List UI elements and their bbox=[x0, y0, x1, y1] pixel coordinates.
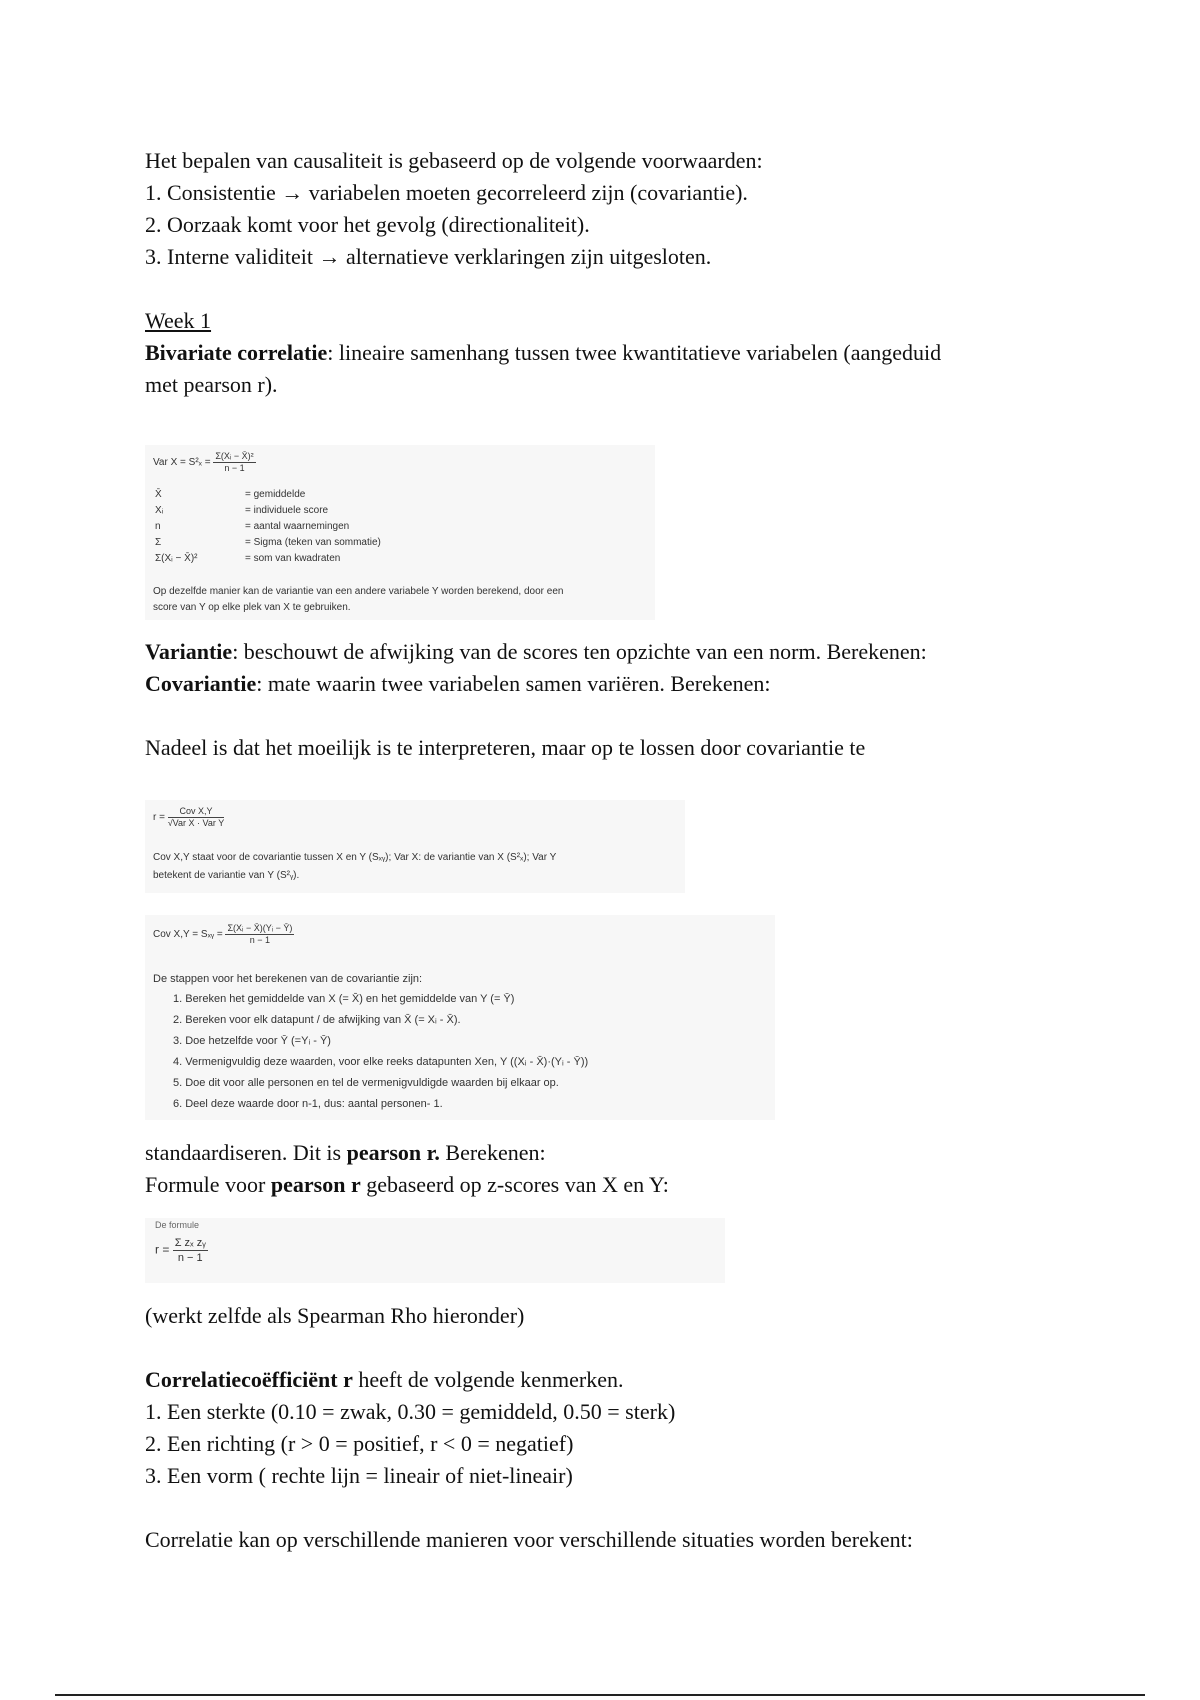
week-section bbox=[145, 305, 1045, 401]
coefficient-item-3: 3. Een vorm ( rechte lijn = lineair of niet-lineair) bbox=[145, 1463, 573, 1488]
cov-numerator: Σ(Xᵢ − X̄)(Yᵢ − Ȳ) bbox=[227, 923, 293, 933]
covariantie-def: : mate waarin twee variabelen samen variëren. Berekenen: bbox=[256, 671, 771, 696]
cov-step-2: 2. Bereken voor elk datapunt / de afwijking van X̄ (= Xᵢ - X̄). bbox=[173, 1014, 461, 1026]
coefficient-section bbox=[145, 1364, 1045, 1492]
z-formula bbox=[155, 1236, 208, 1265]
bivariate-term: Bivariate correlatie bbox=[145, 340, 328, 365]
z-formula-label: r = bbox=[155, 1242, 170, 1257]
cov-formula bbox=[153, 923, 294, 946]
cov-step-5: 5. Doe dit voor alle personen en tel de vermenigvuldigde waarden bij elkaar op. bbox=[173, 1077, 559, 1089]
r-denominator: √Var X · Var Y bbox=[167, 818, 225, 828]
variantie-line bbox=[145, 636, 1045, 668]
legend-desc-sigma: = Sigma (teken van sommatie) bbox=[245, 537, 381, 548]
variance-covariance-section bbox=[145, 636, 1045, 764]
z-fraction bbox=[173, 1236, 208, 1265]
cov-formula-label: Cov X,Y = Sₓᵧ = bbox=[153, 929, 223, 941]
variance-formula-label: Var X = S²ₓ = bbox=[153, 457, 211, 469]
coefficient-term: Correlatiecoëfficiënt r bbox=[145, 1367, 353, 1392]
legend-symbol-mean: X̄ bbox=[155, 489, 162, 500]
r-numerator: Cov X,Y bbox=[168, 806, 224, 818]
cov-fraction bbox=[225, 923, 294, 946]
cov-denominator: n − 1 bbox=[249, 935, 271, 945]
cov-step-1: 1. Bereken het gemiddelde van X (= X̄) en het gemiddelde van Y (= Ȳ) bbox=[173, 993, 515, 1005]
legend-desc-mean: = gemiddelde bbox=[245, 489, 306, 500]
final-section bbox=[145, 1524, 1045, 1556]
z-numerator: Σ zₓ zᵧ bbox=[174, 1237, 206, 1249]
coefficient-intro bbox=[145, 1364, 1045, 1396]
causality-intro: Het bepalen van causaliteit is gebaseerd op de volgende voorwaarden: bbox=[145, 148, 763, 173]
formula-z-line bbox=[145, 1169, 1045, 1201]
cov-steps-title: De stappen voor het berekenen van de covariantie zijn: bbox=[153, 973, 423, 985]
standardize-post: Berekenen: bbox=[439, 1140, 546, 1165]
causality-item-3: 3. Interne validiteit → alternatieve verklaringen zijn uitgesloten. bbox=[145, 244, 712, 269]
r-note-line1: Cov X,Y staat voor de covariantie tussen X en Y (Sₓᵧ); Var X: de variantie van X (S²ₓ); Var Y bbox=[153, 852, 557, 863]
final-line: Correlatie kan op verschillende manieren voor verschillende situaties worden berekent: bbox=[145, 1527, 913, 1552]
formula-z-post: gebaseerd op z-scores van X en Y: bbox=[360, 1172, 669, 1197]
r-formula-image bbox=[145, 800, 685, 893]
variance-formula bbox=[153, 451, 256, 474]
covariantie-line bbox=[145, 668, 1045, 700]
legend-desc-n: = aantal waarnemingen bbox=[245, 521, 350, 532]
r-formula-label: r = bbox=[153, 812, 165, 824]
cov-step-6: 6. Deel deze waarde door n-1, dus: aantal personen- 1. bbox=[173, 1098, 443, 1110]
variance-numerator: Σ(Xᵢ − X̄)² bbox=[215, 451, 254, 461]
z-denominator: n − 1 bbox=[177, 1252, 203, 1264]
variance-fraction bbox=[213, 451, 255, 474]
covariance-steps-image bbox=[145, 915, 775, 1120]
r-note-line2: betekent de variantie van Y (S²ᵧ). bbox=[153, 870, 300, 881]
causality-item-2: 2. Oorzaak komt voor het gevolg (directionaliteit). bbox=[145, 212, 590, 237]
pearson-section bbox=[145, 1137, 1045, 1201]
standardize-line bbox=[145, 1137, 1045, 1169]
variance-note-line1: Op dezelfde manier kan de variantie van een andere variabele Y worden berekend, door een bbox=[153, 586, 564, 597]
bivariate-def-line2: met pearson r). bbox=[145, 372, 278, 397]
legend-desc-ss: = som van kwadraten bbox=[245, 553, 341, 564]
z-formula-image bbox=[145, 1218, 725, 1283]
spearman-section bbox=[145, 1300, 1045, 1332]
page-bottom-rule bbox=[55, 1694, 1145, 1696]
spearman-note: (werkt zelfde als Spearman Rho hieronder) bbox=[145, 1303, 525, 1328]
bivariate-definition bbox=[145, 337, 1045, 369]
causality-section bbox=[145, 145, 1045, 273]
bivariate-def-line1: : lineaire samenhang tussen twee kwantitatieve variabelen (aangeduid bbox=[327, 340, 942, 365]
causality-item-1: 1. Consistentie → variabelen moeten gecorreleerd zijn (covariantie). bbox=[145, 180, 748, 205]
variance-formula-image bbox=[145, 445, 655, 620]
legend-symbol-ss: Σ(Xᵢ − X̄)² bbox=[155, 553, 198, 564]
legend-symbol-n: n bbox=[155, 521, 161, 532]
standardize-term: pearson r. bbox=[346, 1140, 440, 1165]
r-fraction bbox=[168, 806, 224, 829]
week-heading: Week 1 bbox=[145, 308, 212, 333]
formula-z-term: pearson r bbox=[270, 1172, 361, 1197]
coefficient-item-1: 1. Een sterkte (0.10 = zwak, 0.30 = gemiddeld, 0.50 = sterk) bbox=[145, 1399, 676, 1424]
r-formula bbox=[153, 806, 224, 829]
legend-symbol-sigma: Σ bbox=[155, 537, 162, 548]
legend-symbol-score: Xᵢ bbox=[155, 505, 164, 516]
variance-denominator: n − 1 bbox=[224, 463, 245, 473]
variance-note-line2: score van Y op elke plek van X te gebruiken. bbox=[153, 602, 351, 613]
standardize-pre: standaardiseren. Dit is bbox=[145, 1140, 347, 1165]
coefficient-intro-rest: heeft de volgende kenmerken. bbox=[352, 1367, 624, 1392]
cov-step-4: 4. Vermenigvuldig deze waarden, voor elke reeks datapunten Xen, Y ((Xᵢ - X̄)·(Yᵢ - Ȳ)) bbox=[173, 1056, 589, 1068]
cov-step-3: 3. Doe hetzelfde voor Ȳ (=Yᵢ - Ȳ) bbox=[173, 1035, 331, 1047]
coefficient-item-2: 2. Een richting (r > 0 = positief, r < 0 = negatief) bbox=[145, 1431, 574, 1456]
legend-desc-score: = individuele score bbox=[245, 505, 329, 516]
covariantie-term: Covariantie bbox=[145, 671, 257, 696]
z-caption: De formule bbox=[155, 1220, 200, 1230]
variantie-def: : beschouwt de afwijking van de scores ten opzichte van een norm. Berekenen: bbox=[232, 639, 927, 664]
variantie-term: Variantie bbox=[145, 639, 233, 664]
formula-z-pre: Formule voor bbox=[145, 1172, 271, 1197]
nadeel-line: Nadeel is dat het moeilijk is te interpreteren, maar op te lossen door covariantie te bbox=[145, 735, 866, 760]
